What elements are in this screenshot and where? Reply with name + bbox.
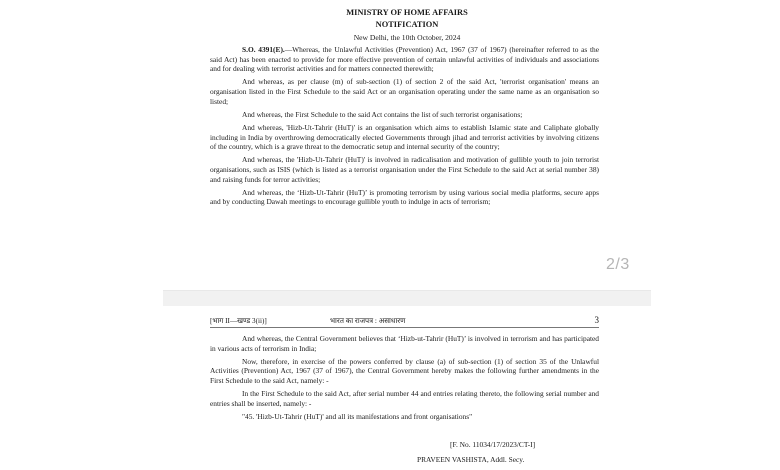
inserted-entry: "45. 'Hizb-Ut-Tahrir (HuT)' and all its manifestations and front organisations" [242, 411, 473, 421]
gazette-part: [भाग II—खण्ड 3(ii)] [210, 317, 267, 325]
paragraph: And whereas, the First Schedule to the said Act contains the list of such terrorist organisations; [242, 109, 523, 119]
gazette-title: भारत का राजपत्र : असाधारण [330, 317, 406, 325]
ministry-heading: MINISTRY OF HOME AFFAIRS [346, 8, 468, 17]
document-page-2 [163, 0, 651, 290]
file-number: [F. No. 11034/17/2023/CT-I] [450, 440, 536, 449]
page-indicator: 2/3 [606, 256, 630, 273]
notification-body-continued [210, 334, 599, 425]
paragraph: And whereas, as per clause (m) of sub-section (1) of section 2 of the said Act, 'terrorist organisation' means an organisation listed in the First Schedule to the said Act or an organisation operating under the same name as an organisation so listed; [210, 77, 599, 106]
dateline: New Delhi, the 10th October, 2024 [353, 33, 461, 42]
signatory: PRAVEEN VASHISTA, Addl. Secy. [417, 455, 525, 464]
paragraph-text: Whereas, the Unlawful Activities (Prevention) Act, 1967 (37 of 1967) (hereinafter referred to as the said Act) has been enacted to provide for more effective prevention of certain unlawful activities of individuals and associations and for dealing with terrorist activities and for matters connected therewith; [210, 45, 600, 74]
paragraph: And whereas, the Central Government believes that ‘Hizb-ut-Tahrir (HuT)’ is involved in terrorism and has participated in various acts of terrorism in India; [210, 334, 599, 353]
paragraph: And whereas, 'Hizb-Ut-Tahrir (HuT)' is an organisation which aims to establish Islamic state and Caliphate globally including in India by overthrowing democratically elected Governments through jihad and terrorist activities by involving citizens of the country, which is a grave threat to the democratic setup and internal security of the country; [210, 122, 599, 152]
paragraph: In the First Schedule to the said Act, after serial number 44 and entries relating thereto, the following serial number and entries shall be inserted, namely: - [210, 389, 599, 408]
paragraph: Now, therefore, in exercise of the powers conferred by clause (a) of sub-section (1) of section 35 of the Unlawful Activities (Prevention) Act, 1967 (37 of 1967), the Central Government hereby makes the following further amendments in the First Schedule to the said Act, namely: - [210, 356, 599, 385]
gazette-page-number: 3 [594, 315, 599, 325]
gazette-header [210, 316, 599, 328]
paragraph-preamble [210, 45, 599, 74]
em-dash: — [284, 45, 293, 54]
so-number: S.O. 4391(E). [242, 45, 285, 54]
document-page-3 [163, 306, 651, 470]
notification-heading: NOTIFICATION [375, 20, 439, 29]
paragraph: And whereas, the ‘Hizb-Ut-Tahrir (HuT)’ is promoting terrorism by using various social media platforms, secure apps and by conducting Dawah meetings to encourage gullible youth to indulge in acts of terrorism; [210, 187, 599, 207]
paragraph: And whereas, the 'Hizb-Ut-Tahrir (HuT)' is involved in radicalisation and motivation of gullible youth to join terrorist organisations, such as ISIS (which is listed as a terrorist organisation under the First Schedule to the said Act at serial number 38) and raising funds for terror activities; [210, 155, 599, 184]
notification-body [210, 45, 599, 210]
